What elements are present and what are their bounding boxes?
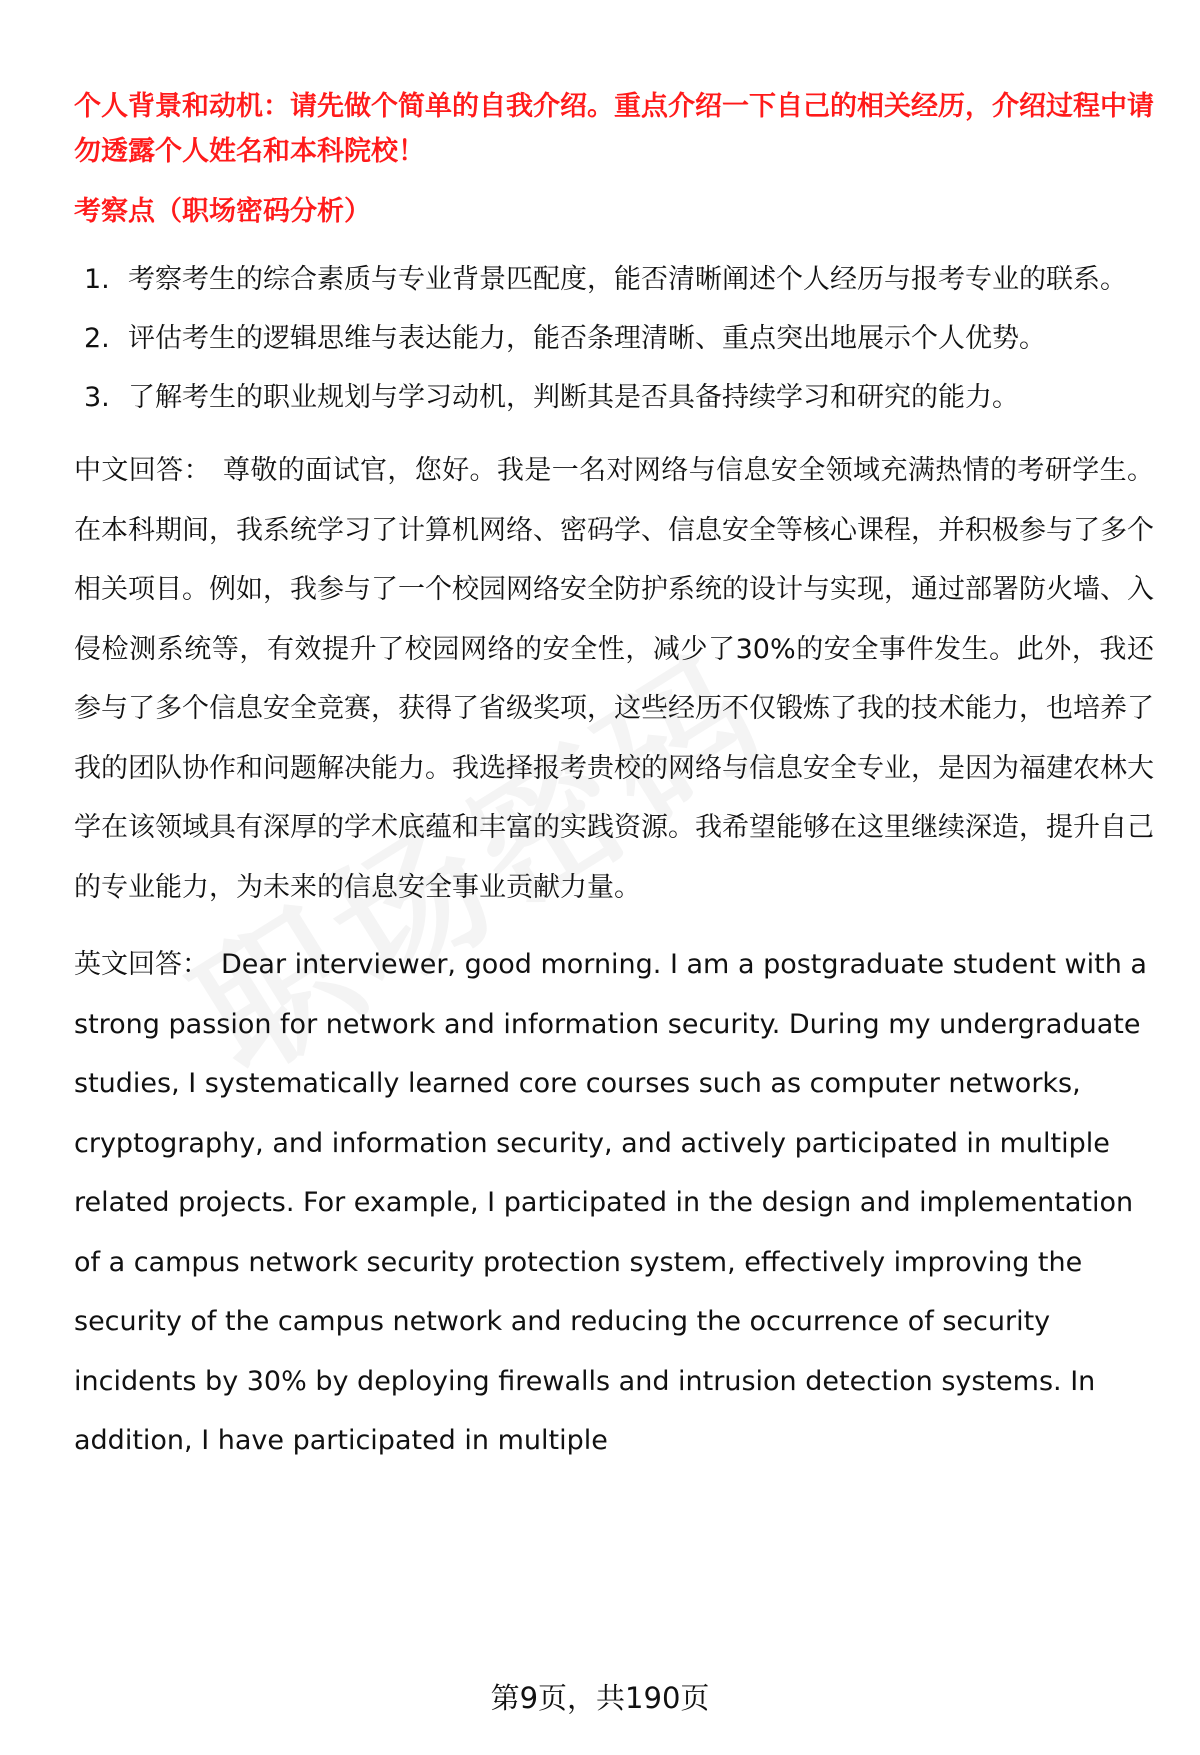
list-item-number: 1. bbox=[84, 264, 110, 295]
question-heading: 个人背景和动机：请先做个简单的自我介绍。重点介绍一下自己的相关经历，介绍过程中请勿透露个人姓名和本科院校！ bbox=[74, 91, 1154, 167]
list-item-text: 考察考生的综合素质与专业背景匹配度，能否清晰阐述个人经历与报考专业的联系。 bbox=[128, 264, 1127, 295]
page-number-footer: 第9页，共190页 bbox=[490, 1681, 710, 1715]
list-item-text: 了解考生的职业规划与学习动机，判断其是否具备持续学习和研究的能力。 bbox=[128, 382, 1019, 413]
list-item bbox=[74, 250, 1154, 309]
list-item-text: 评估考生的逻辑思维与表达能力，能否条理清晰、重点突出地展示个人优势。 bbox=[128, 323, 1046, 354]
evaluation-points-list bbox=[74, 250, 1154, 427]
list-item-number: 3. bbox=[84, 382, 110, 413]
chinese-answer bbox=[74, 441, 1154, 917]
section-title: 考察点（职场密码分析） bbox=[74, 196, 371, 227]
english-answer bbox=[74, 935, 1154, 1471]
english-answer-text: Dear interviewer, good morning. I am a postgraduate student with a strong passion for network and information security. During my undergraduate studies, I systematically learned core courses such as computer networks, cryptography, and information security, and actively participated in multiple related projects. For example, I participated in the design and implementation of a campus network security protection system, effectively improving the security of the campus network and reducing the occurrence of security incidents by 30% by deploying firewalls and intrusion detection systems. In addition, I have participated in multiple bbox=[74, 949, 1147, 1456]
list-item-number: 2. bbox=[84, 323, 110, 354]
chinese-answer-label: 中文回答： bbox=[74, 455, 211, 486]
page-content bbox=[74, 84, 1154, 1471]
list-item bbox=[74, 368, 1154, 427]
chinese-answer-text: 尊敬的面试官，您好。我是一名对网络与信息安全领域充满热情的考研学生。在本科期间，我系统学习了计算机网络、密码学、信息安全等核心课程，并积极参与了多个相关项目。例如，我参与了一个校园网络安全防护系统的设计与实现，通过部署防火墙、入侵检测系统等，有效提升了校园网络的安全性，减少了30%的安全事件发生。此外，我还参与了多个信息安全竞赛，获得了省级奖项，这些经历不仅锻炼了我的技术能力，也培养了我的团队协作和问题解决能力。我选择报考贵校的网络与信息安全专业，是因为福建农林大学在该领域具有深厚的学术底蕴和丰富的实践资源。我希望能够在这里继续深造，提升自己的专业能力，为未来的信息安全事业贡献力量。 bbox=[74, 455, 1155, 903]
list-item bbox=[74, 309, 1154, 368]
english-answer-label: 英文回答： bbox=[74, 949, 209, 980]
